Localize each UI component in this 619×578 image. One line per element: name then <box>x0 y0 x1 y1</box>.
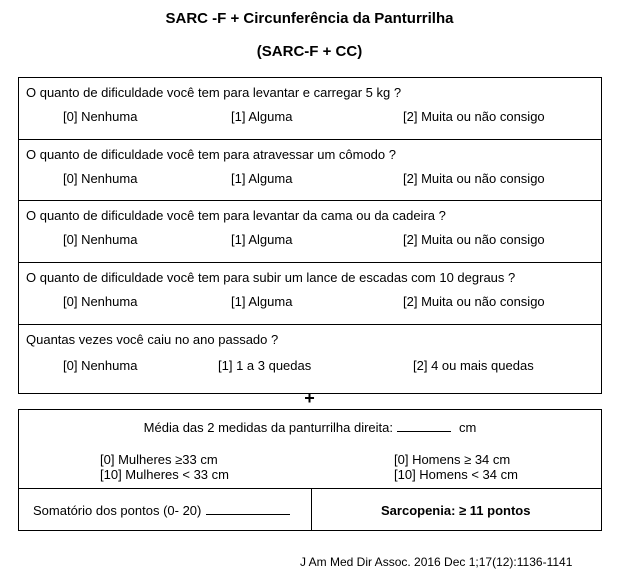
question-row <box>19 201 601 263</box>
men-criteria <box>394 452 518 482</box>
men-option-0[interactable]: [0] Homens ≥ 34 cm <box>394 452 511 467</box>
calf-label: Média das 2 medidas da panturrilha direita: <box>143 420 393 435</box>
sum-label: Somatório dos pontos (0- 20) <box>33 503 202 518</box>
calf-blank[interactable] <box>397 421 451 432</box>
option-2[interactable]: [2] Muita ou não consigo <box>403 294 545 309</box>
divider <box>19 488 601 489</box>
questions-table <box>18 77 602 394</box>
question-text: O quanto de dificuldade você tem para subir um lance de escadas com 10 degraus ? <box>26 270 516 285</box>
men-option-10[interactable]: [10] Homens < 34 cm <box>394 467 518 482</box>
option-2[interactable]: [2] 4 ou mais quedas <box>413 358 534 373</box>
option-1[interactable]: [1] Alguma <box>231 232 293 247</box>
option-0[interactable]: [0] Nenhuma <box>63 232 138 247</box>
question-row <box>19 325 601 393</box>
form-title: SARC -F + Circunferência da Panturrilha <box>165 10 454 27</box>
option-2[interactable]: [2] Muita ou não consigo <box>403 109 545 124</box>
question-text: O quanto de dificuldade você tem para levantar e carregar 5 kg ? <box>26 85 402 100</box>
plus-sign: + <box>304 388 315 408</box>
calf-table <box>18 409 602 531</box>
option-2[interactable]: [2] Muita ou não consigo <box>403 171 545 186</box>
form-subtitle: (SARC-F + CC) <box>256 43 363 60</box>
option-0[interactable]: [0] Nenhuma <box>63 109 138 124</box>
question-row <box>19 78 601 140</box>
sum-line <box>33 503 290 518</box>
option-0[interactable]: [0] Nenhuma <box>63 171 138 186</box>
women-option-0[interactable]: [0] Mulheres ≥33 cm <box>100 452 218 467</box>
question-row <box>19 263 601 325</box>
option-1[interactable]: [1] 1 a 3 quedas <box>218 358 312 373</box>
women-criteria <box>100 452 229 482</box>
sum-blank[interactable] <box>206 504 290 515</box>
sarcopenia-threshold: Sarcopenia: ≥ 11 pontos <box>381 503 531 518</box>
question-text: O quanto de dificuldade você tem para levantar da cama ou da cadeira ? <box>26 208 446 223</box>
citation: J Am Med Dir Assoc. 2016 Dec 1;17(12):1136-1141 <box>300 555 573 569</box>
option-0[interactable]: [0] Nenhuma <box>63 358 138 373</box>
divider <box>311 488 312 530</box>
question-text: Quantas vezes você caiu no ano passado ? <box>26 332 279 347</box>
calf-measure-line <box>19 420 601 435</box>
question-row <box>19 140 601 201</box>
option-2[interactable]: [2] Muita ou não consigo <box>403 232 545 247</box>
question-text: O quanto de dificuldade você tem para atravessar um cômodo ? <box>26 147 396 162</box>
option-1[interactable]: [1] Alguma <box>231 171 293 186</box>
option-0[interactable]: [0] Nenhuma <box>63 294 138 309</box>
option-1[interactable]: [1] Alguma <box>231 294 293 309</box>
calf-unit: cm <box>458 420 477 435</box>
women-option-10[interactable]: [10] Mulheres < 33 cm <box>100 467 229 482</box>
option-1[interactable]: [1] Alguma <box>231 109 293 124</box>
